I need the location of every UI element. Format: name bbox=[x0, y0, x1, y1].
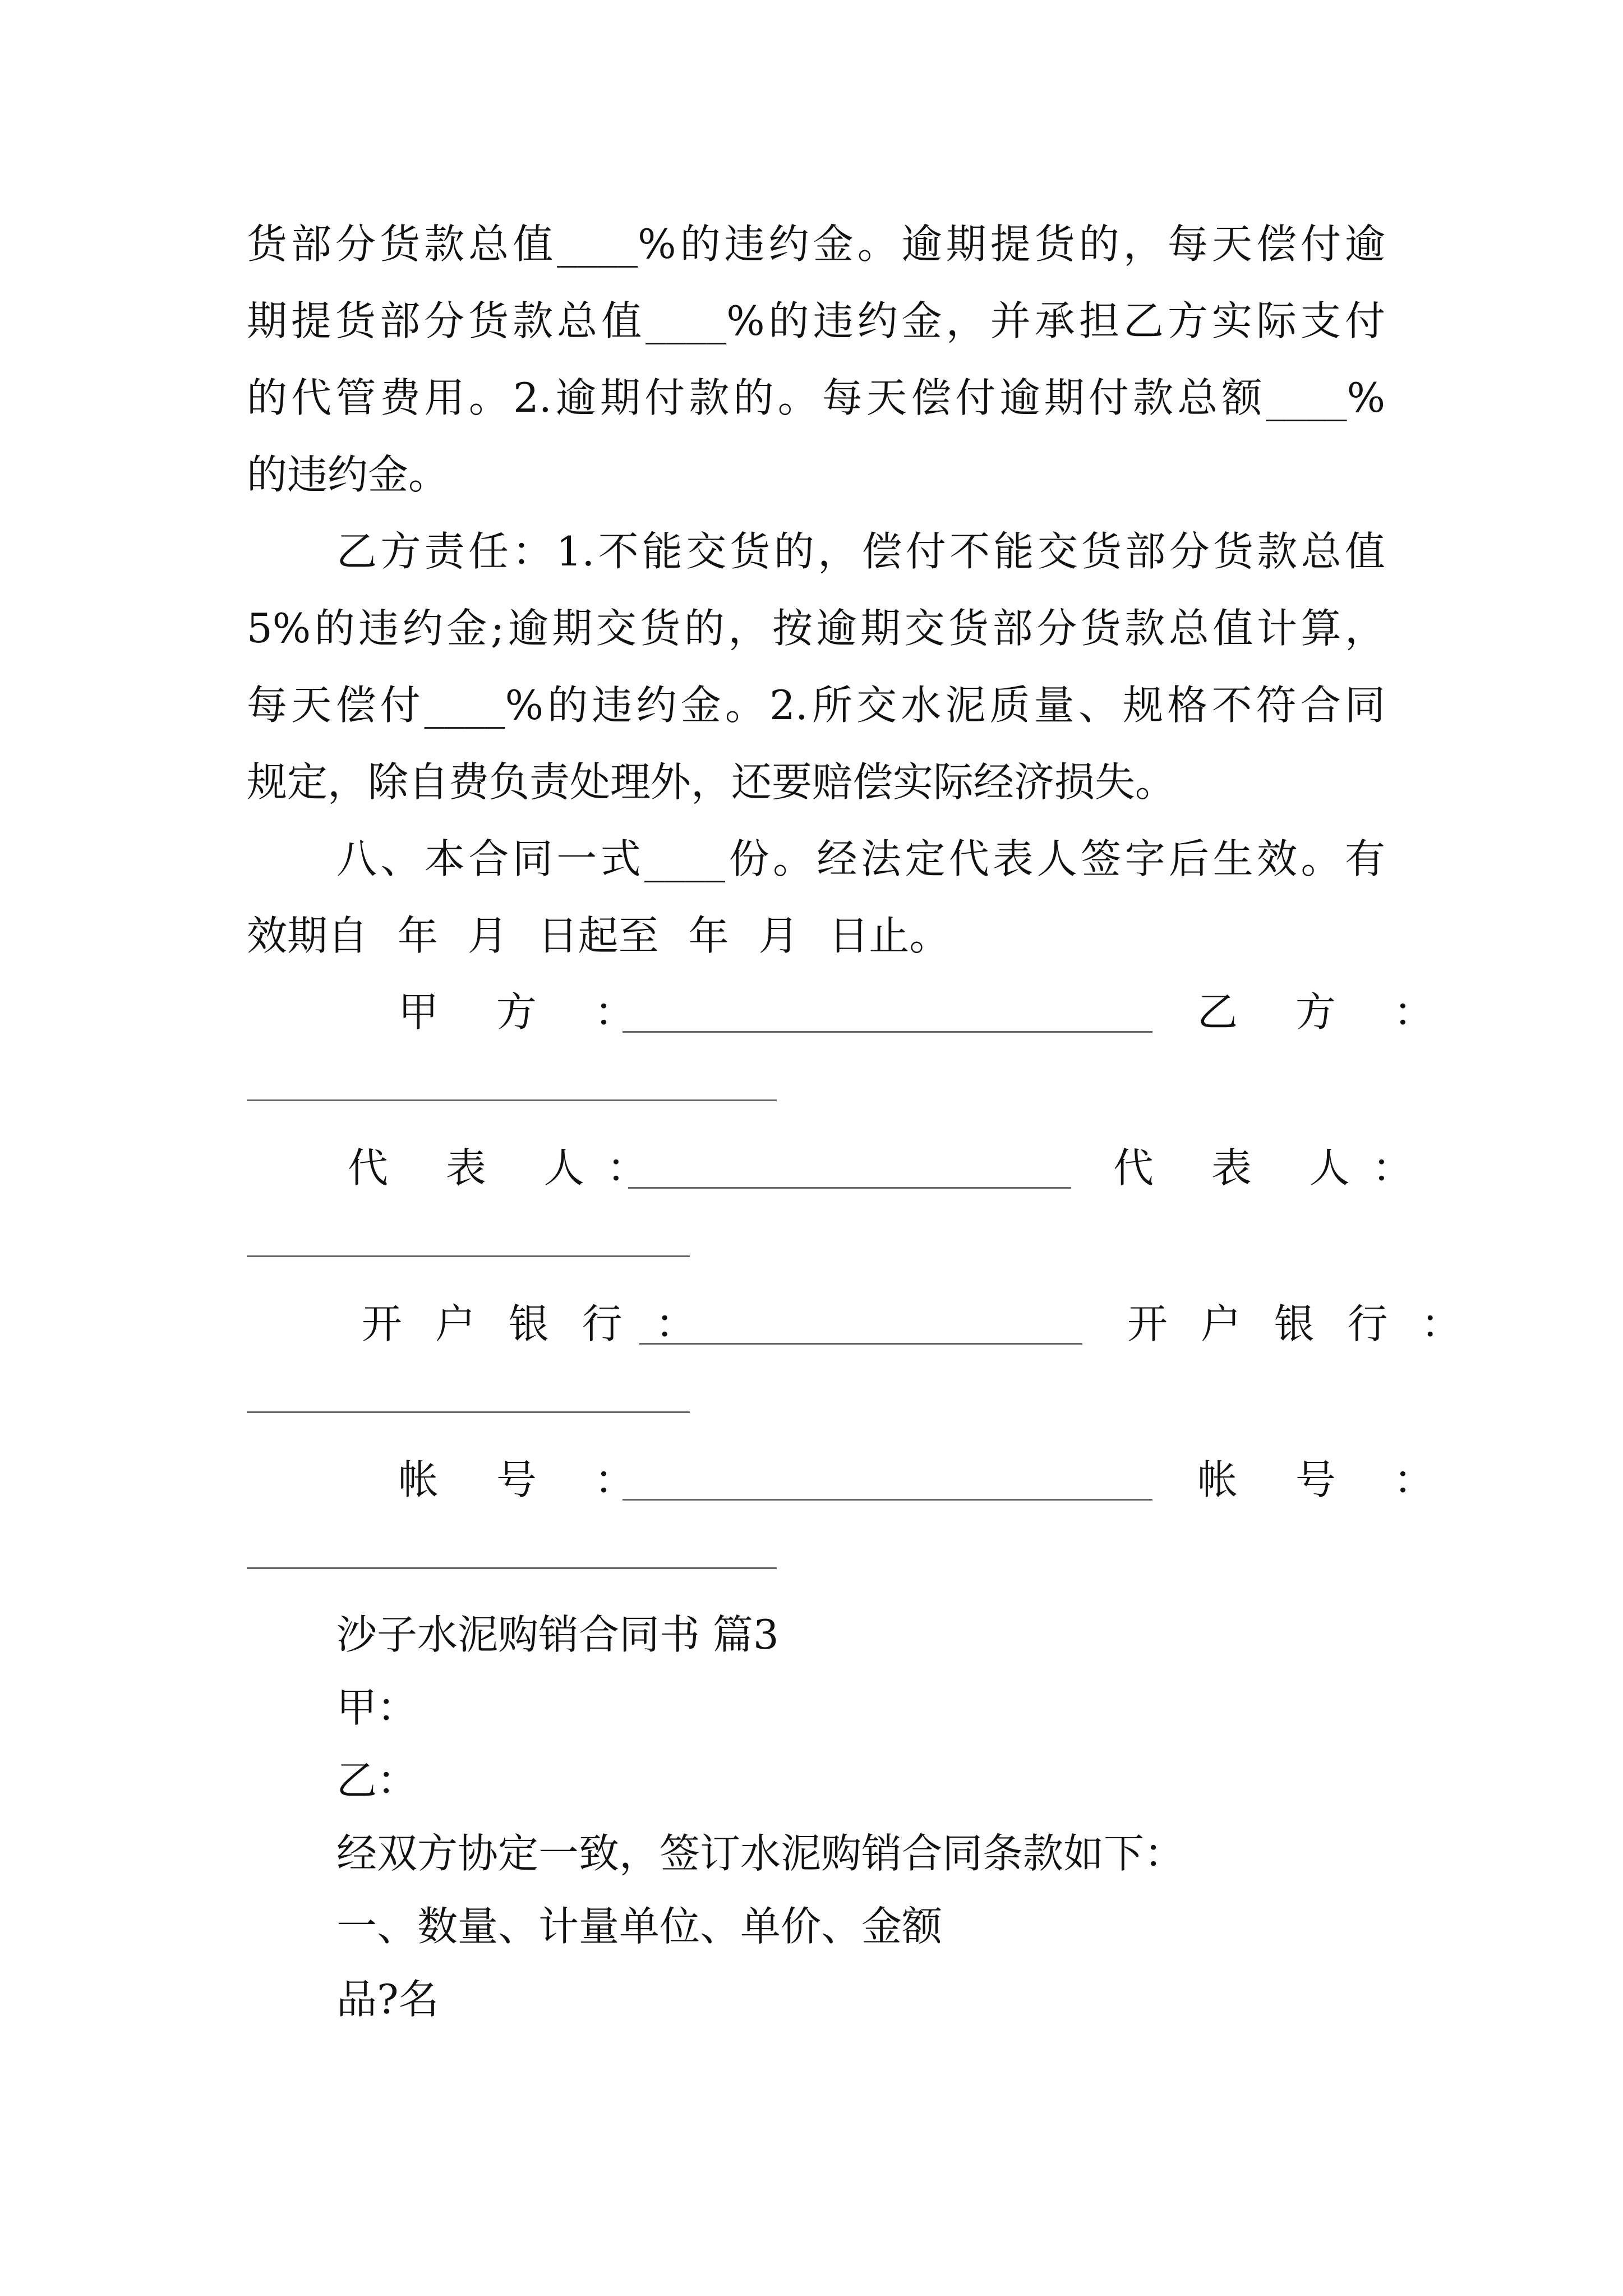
account-b-label: 帐 号 ： bbox=[1197, 1456, 1456, 1503]
account-b-signature-line bbox=[247, 1567, 777, 1569]
party-a-line: 甲： bbox=[336, 1684, 418, 1731]
signature-row-bank bbox=[247, 1296, 1472, 1352]
paragraph-line: 的代管费用。2.逾期付款的。每天偿付逾期付款总额____% bbox=[247, 374, 1385, 421]
clause-heading: 一、数量、计量单位、单价、金额 bbox=[336, 1903, 943, 1950]
paragraph-line: 规定，除自费负责处理外，还要赔偿实际经济损失。 bbox=[247, 758, 1176, 806]
bank-b-signature-line bbox=[247, 1411, 690, 1413]
representative-a-label: 代 表 人： bbox=[348, 1144, 670, 1191]
paragraph-line: 效期自 年 月 日起至 年 月 日止。 bbox=[247, 912, 950, 959]
bank-b-label: 开 户 银 行 ： bbox=[1127, 1300, 1472, 1347]
signature-row-party bbox=[247, 984, 1456, 1040]
bank-a-signature-line bbox=[639, 1343, 1082, 1345]
representative-a-signature-line bbox=[628, 1187, 1071, 1189]
intro-line: 经双方协定一致，签订水泥购销合同条款如下： bbox=[336, 1830, 1185, 1877]
account-a-signature-line bbox=[623, 1499, 1152, 1501]
paragraph-line: 5%的违约金;逾期交货的，按逾期交货部分货款总值计算， bbox=[247, 605, 1385, 652]
paragraph-line: 乙方责任：1.不能交货的，偿付不能交货部分货款总值 bbox=[336, 528, 1385, 575]
party-b-label: 乙 方 ： bbox=[1197, 988, 1456, 1036]
party-b-signature-line bbox=[247, 1099, 777, 1101]
paragraph-line: 期提货部分货款总值____%的违约金，并承担乙方实际支付 bbox=[247, 297, 1385, 344]
party-b-line: 乙： bbox=[336, 1757, 418, 1804]
item-name-line: 品?名 bbox=[336, 1976, 439, 2023]
signature-row-representative bbox=[247, 1140, 1435, 1196]
section-title: 沙子水泥购销合同书 篇3 bbox=[336, 1611, 779, 1658]
paragraph-line: 八、本合同一式____份。经法定代表人签字后生效。有 bbox=[336, 835, 1385, 882]
representative-b-label: 代 表 人： bbox=[1113, 1144, 1435, 1191]
paragraph-line: 货部分货款总值____%的违约金。逾期提货的，每天偿付逾 bbox=[247, 220, 1385, 268]
representative-b-signature-line bbox=[247, 1255, 690, 1257]
bank-a-label: 开 户 银 行 ： bbox=[362, 1300, 706, 1347]
paragraph-line: 每天偿付____%的违约金。2.所交水泥质量、规格不符合同 bbox=[247, 682, 1385, 729]
account-a-label: 帐 号 ： bbox=[398, 1456, 657, 1503]
signature-row-account bbox=[247, 1452, 1456, 1508]
party-a-label: 甲 方 ： bbox=[398, 988, 657, 1036]
party-a-signature-line bbox=[623, 1031, 1152, 1033]
paragraph-line: 的违约金。 bbox=[247, 451, 449, 498]
